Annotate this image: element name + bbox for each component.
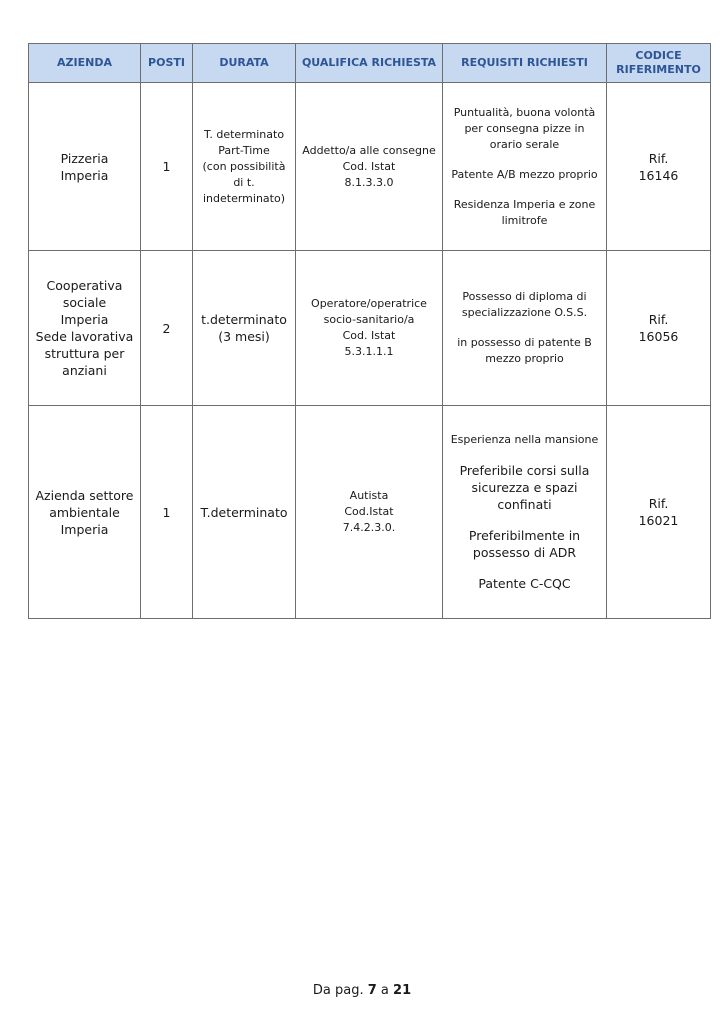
job-offers-table: [28, 43, 711, 619]
header-durata: DURATA: [193, 44, 296, 83]
header-codice: [607, 44, 711, 83]
cell-durata-line: (3 mesi): [218, 329, 270, 344]
cell-azienda-line: Cooperativa: [46, 278, 123, 293]
cell-qualifica-line: 5.3.1.1.1: [344, 345, 394, 358]
requisito-item: [454, 105, 596, 153]
requisito-line: limitrofe: [501, 213, 548, 227]
cell-requisiti: [443, 406, 607, 619]
requisito-line: Puntualità, buona volontà: [453, 105, 596, 119]
page-footer: [0, 983, 724, 998]
requisito-line: orario serale: [489, 137, 560, 151]
cell-qualifica-line: Operatore/operatrice: [311, 297, 427, 310]
cell-posti: 1: [141, 83, 193, 251]
cell-qualifica-line: Autista: [349, 489, 389, 502]
cell-durata: [193, 83, 296, 251]
requisito-item: [478, 575, 570, 592]
cell-azienda-line: anziani: [62, 363, 107, 378]
requisito-line: per consegna pizze in: [464, 121, 585, 135]
table-row: [29, 251, 711, 406]
cell-durata-line: T.determinato: [200, 504, 288, 520]
footer-current-page: 7: [367, 983, 377, 998]
table-header-row: [29, 44, 711, 83]
cell-qualifica-line: Cod. Istat: [342, 329, 396, 342]
requisito-line: confinati: [497, 497, 552, 512]
requisito-item: [451, 167, 597, 183]
requisito-item: [462, 289, 587, 321]
cell-durata-line: (con possibilità: [202, 159, 286, 173]
cell-codice: [607, 83, 711, 251]
table-row: [29, 406, 711, 619]
footer-middle: a: [380, 983, 389, 998]
cell-requisiti: [443, 251, 607, 406]
header-codice-line1: CODICE: [635, 49, 682, 62]
requisito-item: [451, 432, 599, 448]
cell-azienda: [29, 83, 141, 251]
cell-qualifica: [296, 406, 443, 619]
requisito-line: Residenza Imperia e zone: [453, 197, 596, 211]
cell-durata-line: Part-Time: [218, 143, 270, 157]
cell-qualifica-line: 8.1.3.3.0: [344, 175, 394, 189]
cell-durata-line: di t.: [233, 175, 255, 189]
requisito-line: Esperienza nella mansione: [450, 433, 599, 446]
cell-durata: [193, 406, 296, 619]
requisito-item: [460, 462, 590, 513]
cell-codice: [607, 406, 711, 619]
cell-qualifica: [296, 251, 443, 406]
cell-azienda-line: ambientale: [49, 504, 120, 520]
cell-posti: 1: [141, 406, 193, 619]
cell-azienda: [29, 251, 141, 406]
cell-azienda: [29, 406, 141, 619]
cell-qualifica-line: 7.4.2.3.0.: [342, 521, 396, 534]
requisito-item: [454, 197, 595, 229]
cell-durata-line: t.determinato: [201, 312, 287, 327]
cell-azienda-line: sociale: [62, 295, 107, 310]
requisito-line: possesso di ADR: [472, 545, 577, 560]
cell-durata-line: T. determinato: [203, 127, 285, 141]
header-requisiti: REQUISITI RICHIESTI: [443, 44, 607, 83]
cell-azienda-line: Imperia: [60, 167, 109, 183]
requisito-line: specializzazione O.S.S.: [461, 306, 588, 319]
cell-azienda-line: Imperia: [60, 312, 109, 327]
requisito-line: Preferibilmente in: [468, 528, 581, 543]
requisito-line: Patente C-CQC: [478, 576, 571, 591]
cell-azienda-line: Pizzeria: [60, 150, 109, 166]
cell-codice-line: 16021: [638, 513, 679, 528]
requisito-item: [457, 335, 592, 367]
header-qualifica: QUALIFICA RICHIESTA: [296, 44, 443, 83]
cell-azienda-line: Azienda settore: [35, 487, 134, 503]
cell-qualifica-line: Cod.Istat: [344, 505, 394, 518]
cell-codice-line: 16056: [638, 329, 679, 344]
cell-codice-line: Rif.: [648, 312, 669, 327]
cell-codice-line: Rif.: [648, 150, 669, 166]
requisito-item: [469, 527, 580, 561]
cell-qualifica-line: Addetto/a alle consegne: [302, 143, 436, 157]
cell-durata-line: indeterminato): [202, 191, 285, 205]
cell-codice-line: 16146: [638, 167, 679, 183]
footer-prefix: Da pag.: [312, 983, 364, 998]
table-row: [29, 83, 711, 251]
cell-codice: [607, 251, 711, 406]
header-codice-line2: RIFERIMENTO: [616, 63, 701, 76]
requisito-line: Preferibile corsi sulla: [459, 463, 590, 478]
requisito-line: Patente A/B mezzo proprio: [451, 167, 598, 181]
cell-azienda-line: Sede lavorativa: [35, 329, 134, 344]
requisito-line: in possesso di patente B: [457, 336, 592, 349]
cell-qualifica: [296, 83, 443, 251]
header-posti: POSTI: [141, 44, 193, 83]
cell-durata: [193, 251, 296, 406]
header-azienda: AZIENDA: [29, 44, 141, 83]
cell-requisiti: [443, 83, 607, 251]
cell-posti: 2: [141, 251, 193, 406]
cell-qualifica-line: Cod. Istat: [342, 159, 396, 173]
cell-azienda-line: struttura per: [44, 346, 125, 361]
cell-qualifica-line: socio-sanitario/a: [323, 313, 415, 326]
requisito-line: sicurezza e spazi: [471, 480, 578, 495]
requisito-line: Possesso di diploma di: [462, 290, 587, 303]
cell-codice-line: Rif.: [648, 496, 669, 511]
footer-total-pages: 21: [393, 983, 412, 998]
requisito-line: mezzo proprio: [485, 352, 564, 365]
cell-azienda-line: Imperia: [60, 521, 109, 537]
